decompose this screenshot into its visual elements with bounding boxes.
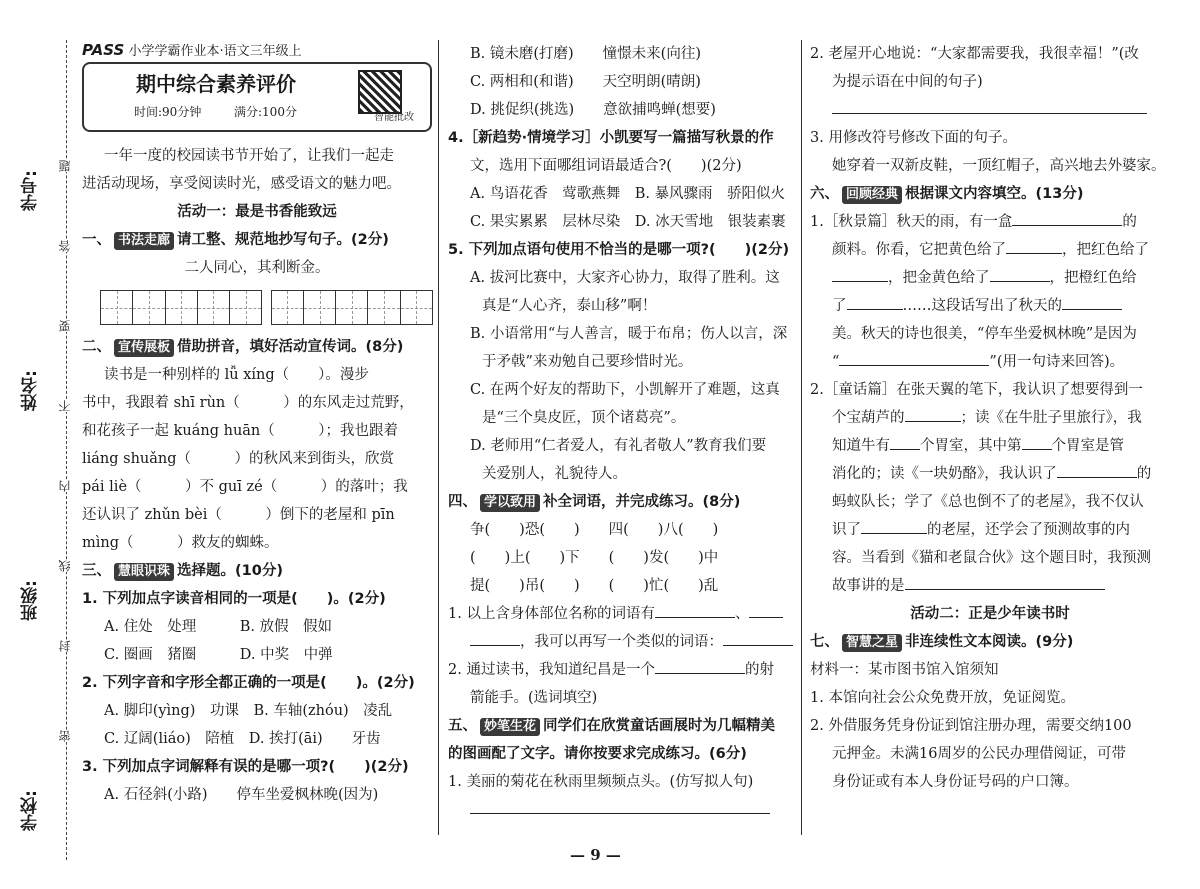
text-line <box>448 600 793 628</box>
line-text: 读书是一种别样的 lǚ xíng（ ）。漫步 <box>104 367 369 383</box>
line-text: 1. 以上含身体部位名称的词语有 <box>448 606 655 622</box>
text-line <box>448 376 793 404</box>
answer-blank[interactable] <box>990 265 1050 282</box>
text-line <box>810 180 1170 208</box>
text-line <box>810 96 1170 124</box>
answer-blank[interactable] <box>1057 461 1137 478</box>
line-text: 二人同心，其利断金。 <box>184 260 330 276</box>
answer-blank[interactable] <box>655 601 735 618</box>
line-text: D. 老师用“仁者爱人，有礼者敬人”教育我们要 <box>470 438 767 454</box>
answer-blank[interactable] <box>890 433 920 450</box>
text-line <box>810 656 1170 684</box>
text-line <box>810 376 1170 404</box>
line-text: ”(用一句诗来回答)。 <box>989 354 1125 370</box>
text-line <box>810 404 1170 432</box>
line-text: 是“三个臭皮匠，顶个诸葛亮”。 <box>482 410 686 426</box>
answer-blank[interactable] <box>749 601 783 618</box>
line-text: 关爱别人，礼貌待人。 <box>482 466 627 482</box>
line-text: 一年一度的校园读书节开始了，让我们一起走 <box>104 148 394 164</box>
answer-blank[interactable] <box>861 517 927 534</box>
line-text: 非连续性文本阅读。(9分) <box>905 634 1074 650</box>
text-line <box>810 712 1170 740</box>
text-line <box>810 292 1170 320</box>
line-text: 个宝葫芦的 <box>832 410 905 426</box>
line-text: 识了 <box>832 522 861 538</box>
line-text: 五、 <box>448 718 477 734</box>
text-line <box>810 544 1170 572</box>
line-text: “ <box>832 354 840 370</box>
line-text: 1. 本馆向社会公众免费开放，免证阅览。 <box>810 690 1075 706</box>
line-text: 的 <box>1136 466 1152 482</box>
line-text: 二、 <box>82 339 111 355</box>
line-text: A. 住处 处理 B. 放假 假如 <box>104 619 333 635</box>
answer-blank[interactable] <box>470 797 770 814</box>
line-text: 蚂蚁队长；学了《总也倒不了的老屋》，我不仅认 <box>832 494 1144 510</box>
cut-word: 封 <box>58 640 72 652</box>
line-text: 的射 <box>744 662 774 678</box>
text-line <box>448 124 793 152</box>
text-line <box>448 488 793 516</box>
text-line <box>82 389 432 417</box>
line-text: 箭能手。(选词填空) <box>470 690 598 706</box>
section-tag: 智慧之星 <box>842 634 902 652</box>
line-text: 补全词语，并完成练习。(8分) <box>543 494 741 510</box>
text-line <box>448 628 793 656</box>
text-line <box>448 40 793 68</box>
text-line <box>82 473 432 501</box>
line-text: B. 镜未磨(打磨) 憧憬未来(向往) <box>470 46 702 62</box>
section-tag: 回顾经典 <box>842 186 902 204</box>
section-tag: 学以致用 <box>480 494 540 512</box>
text-line <box>448 208 793 236</box>
line-text: 1. 美丽的菊花在秋雨里频频点头。(仿写拟人句) <box>448 774 754 790</box>
cut-word: 密 <box>58 730 72 742</box>
text-line <box>82 613 432 641</box>
line-text: A. 脚印(yìng) 功课 B. 车轴(zhóu) 凌乱 <box>104 703 393 719</box>
section-tag: 宣传展板 <box>114 339 174 357</box>
text-line <box>448 768 793 796</box>
exam-time: 时间:90分钟 <box>134 105 202 119</box>
cut-word: 内 <box>58 480 72 492</box>
line-text: pái liè（ ）不 guī zé（ ）的落叶；我 <box>82 479 408 495</box>
line-text: 一、 <box>82 232 111 248</box>
line-text: 的老屋，还学会了预测故事的内 <box>927 522 1130 538</box>
grid-cell[interactable] <box>229 290 262 325</box>
line-text: 2. 下列字音和字形全都正确的一项是( )。(2分) <box>82 675 415 691</box>
text-line <box>448 96 793 124</box>
answer-blank[interactable] <box>1022 433 1052 450</box>
line-text: 故事讲的是 <box>832 578 905 594</box>
line-text: 美。秋天的诗也很美，“停车坐爱枫林晚”是因为 <box>832 326 1137 342</box>
text-line <box>82 445 432 473</box>
line-text: 借助拼音，填好活动宣传词。(8分) <box>177 339 404 355</box>
line-text: ( )上( )下 ( )发( )中 <box>470 550 719 566</box>
line-text: ，把金黄色给了 <box>888 270 990 286</box>
line-text: 个胃室，其中第 <box>920 438 1022 454</box>
grid-cell[interactable] <box>100 290 133 325</box>
text-line <box>448 796 793 824</box>
line-text: ……这段话写出了秋天的 <box>902 298 1062 314</box>
column-divider <box>801 40 802 835</box>
grid-cell[interactable] <box>132 290 165 325</box>
qr-code-icon[interactable] <box>358 70 402 114</box>
line-text: 书中，我跟着 shī rùn（ ）的东风走过荒野， <box>82 395 414 411</box>
text-line <box>448 544 793 572</box>
section-tag: 书法走廊 <box>114 232 174 250</box>
qr-caption: 智能批改 <box>374 112 414 123</box>
text-line <box>82 529 432 557</box>
line-text: A. 鸟语花香 莺歌燕舞 B. 暴风骤雨 骄阳似火 <box>470 186 786 202</box>
text-line <box>810 68 1170 96</box>
text-line <box>82 501 432 529</box>
text-line <box>810 628 1170 656</box>
column-divider <box>438 40 439 835</box>
answer-blank[interactable] <box>839 349 989 366</box>
line-text: 消化的；读《一块奶酪》，我认识了 <box>832 466 1057 482</box>
text-line <box>810 348 1170 376</box>
line-text: C. 辽阔(liáo) 陪植 D. 挨打(āi) 牙齿 <box>104 731 381 747</box>
series-title: 小学学霸作业本·语文三年级上 <box>128 44 302 59</box>
text-line <box>82 361 432 389</box>
cut-word: 答 <box>58 240 72 252</box>
grid-cell[interactable] <box>400 290 433 325</box>
text-line <box>810 264 1170 292</box>
text-line <box>810 516 1170 544</box>
line-text: 同学们在欣赏童话画展时为几幅精美 <box>543 718 776 734</box>
answer-blank[interactable] <box>847 293 903 310</box>
text-line <box>448 460 793 488</box>
answer-blank[interactable] <box>905 405 961 422</box>
text-line <box>810 572 1170 600</box>
cut-word: 线 <box>58 560 72 572</box>
line-text: 争( )恐( ) 四( )八( ) <box>470 522 719 538</box>
line-text: 、 <box>734 606 750 622</box>
line-text: 她穿着一双新皮鞋，一顶红帽子，高兴地去外婆家。 <box>832 158 1166 174</box>
line-text: C. 圈画 猪圈 D. 中奖 中弹 <box>104 647 333 663</box>
text-line <box>810 768 1170 796</box>
line-text: 颜料。你看，它把黄色给了 <box>832 242 1006 258</box>
cut-word: 要 <box>58 320 72 332</box>
text-line <box>82 781 432 809</box>
line-text: 2.［童话篇］在张天翼的笔下，我认识了想要得到一 <box>810 382 1143 398</box>
line-text: 元押金。未满16周岁的公民办理借阅证，可带 <box>832 746 1126 762</box>
line-text: 4.［新趋势·情境学习］小凯要写一篇描写秋景的作 <box>448 130 774 146</box>
text-line <box>810 460 1170 488</box>
text-line <box>82 254 432 282</box>
text-line <box>82 198 432 226</box>
grid-cell[interactable] <box>197 290 230 325</box>
text-line <box>448 432 793 460</box>
line-text: 七、 <box>810 634 839 650</box>
text-line <box>82 669 432 697</box>
text-line <box>448 348 793 376</box>
line-text: 3. 下列加点字词解释有误的是哪一项?( )(2分) <box>82 759 409 775</box>
line-text: 身份证或有本人身份证号码的户口簿。 <box>832 774 1079 790</box>
name-label: 姓名: <box>21 370 41 411</box>
line-text: 为提示语在中间的句子) <box>832 74 983 90</box>
line-text: 2. 外借服务凭身份证到馆注册办理，需要交纳100 <box>810 718 1132 734</box>
text-line <box>810 320 1170 348</box>
text-line <box>448 180 793 208</box>
line-text: 活动二：正是少年读书时 <box>910 606 1070 622</box>
text-line <box>82 170 432 198</box>
text-line <box>810 740 1170 768</box>
line-text: 四、 <box>448 494 477 510</box>
line-text: 1. 下列加点字读音相同的一项是( )。(2分) <box>82 591 386 607</box>
line-text: 提( )吊( ) ( )忙( )乱 <box>470 578 719 594</box>
text-line <box>448 236 793 264</box>
line-text: 的图画配了文字。请你按要求完成练习。(6分) <box>448 746 747 762</box>
text-line <box>448 404 793 432</box>
text-line <box>448 152 793 180</box>
line-text: A. 石径斜(小路) 停车坐爱枫林晚(因为) <box>104 787 379 803</box>
text-line <box>82 753 432 781</box>
text-line <box>810 152 1170 180</box>
line-text: 文，选用下面哪组词语最适合?( )(2分) <box>470 158 742 174</box>
exam-score: 满分:100分 <box>234 105 297 119</box>
answer-blank[interactable] <box>832 265 888 282</box>
text-line <box>448 264 793 292</box>
text-line <box>82 641 432 669</box>
binding-margin <box>18 40 72 860</box>
text-line <box>82 417 432 445</box>
text-line <box>448 320 793 348</box>
line-text: 选择题。(10分) <box>177 563 283 579</box>
cut-word: 不 <box>58 400 72 412</box>
text-line <box>82 697 432 725</box>
column-a <box>82 56 432 809</box>
line-text: liáng shuǎng（ ）的秋风来到街头，欣赏 <box>82 451 395 467</box>
line-text: 3. 用修改符号修改下面的句子。 <box>810 130 1017 146</box>
line-text: C. 果实累累 层林尽染 D. 冰天雪地 银装素裹 <box>470 214 786 230</box>
line-text: 活动一：最是书香能致远 <box>177 204 337 220</box>
line-text: 真是“人心齐，泰山移”啊！ <box>482 298 657 314</box>
line-text: 请工整、规范地抄写句子。(2分) <box>177 232 389 248</box>
line-text: 根据课文内容填空。(13分) <box>905 186 1084 202</box>
grid-cell[interactable] <box>271 290 304 325</box>
column-b <box>448 40 793 824</box>
line-text: 材料一：某市图书馆入馆须知 <box>810 662 999 678</box>
text-line <box>448 712 793 740</box>
text-line <box>810 600 1170 628</box>
line-text: 容。当看到《猫和老鼠合伙》这个题目时，我预测 <box>832 550 1151 566</box>
school-label: 学校: <box>21 790 41 831</box>
grid-cell[interactable] <box>335 290 368 325</box>
text-line <box>448 292 793 320</box>
text-line <box>82 333 432 361</box>
column-c <box>810 40 1170 796</box>
line-text: 2. 通过读书，我知道纪昌是一个 <box>448 662 655 678</box>
answer-blank[interactable] <box>470 629 520 646</box>
text-line <box>810 40 1170 68</box>
line-text: 2. 老屋开心地说：“大家都需要我，我很幸福！”(改 <box>810 46 1139 62</box>
line-text: 三、 <box>82 563 111 579</box>
line-text: ；读《在牛肚子里旅行》，我 <box>960 410 1142 426</box>
text-line <box>448 68 793 96</box>
line-text: A. 拔河比赛中，大家齐心协力，取得了胜利。这 <box>470 270 780 286</box>
line-text: C. 在两个好友的帮助下，小凯解开了难题，这真 <box>470 382 780 398</box>
line-text: 还认识了 zhǔn bèi（ ）倒下的老屋和 pīn <box>82 507 395 523</box>
exam-title: 期中综合素养评价 <box>136 72 296 96</box>
line-text: 1.［秋景篇］秋天的雨，有一盒 <box>810 214 1013 230</box>
writing-grid[interactable] <box>100 290 432 325</box>
line-text: 进活动现场，享受阅读时光，感受语文的魅力吧。 <box>82 176 401 192</box>
page-number: — 9 — <box>570 846 621 864</box>
text-line <box>810 208 1170 236</box>
answer-blank[interactable] <box>723 629 793 646</box>
line-text: 知道牛有 <box>832 438 890 454</box>
line-text: C. 两相和(和谐) 天空明朗(晴朗) <box>470 74 701 90</box>
text-line <box>810 236 1170 264</box>
answer-blank[interactable] <box>1062 293 1122 310</box>
text-line <box>810 124 1170 152</box>
answer-blank[interactable] <box>1012 209 1122 226</box>
student-id-label: 学号: <box>21 170 41 211</box>
text-line <box>448 684 793 712</box>
line-text: 的 <box>1122 214 1137 230</box>
line-text: ，把红色给了 <box>1062 242 1149 258</box>
text-line <box>810 684 1170 712</box>
line-text: B. 小语常用“与人善言，暖于布帛；伤人以言，深 <box>470 326 788 342</box>
text-line <box>810 488 1170 516</box>
answer-blank[interactable] <box>655 657 745 674</box>
line-text: 六、 <box>810 186 839 202</box>
answer-blank[interactable] <box>832 97 1147 114</box>
grid-cell[interactable] <box>165 290 198 325</box>
text-line <box>82 725 432 753</box>
text-line <box>82 585 432 613</box>
text-line <box>82 142 432 170</box>
brand-logo: PASS <box>82 41 125 59</box>
text-line <box>448 516 793 544</box>
text-line <box>82 557 432 585</box>
line-text: 和花孩子一起 kuáng huān（ ）；我也跟着 <box>82 423 399 439</box>
text-line <box>448 656 793 684</box>
line-text: ，我可以再写一个类似的词语： <box>520 634 723 650</box>
cut-word: 题 <box>58 160 72 172</box>
class-label: 班级: <box>21 580 41 621</box>
line-text: ，把橙红色给 <box>1049 270 1137 286</box>
line-text: 了 <box>832 298 847 314</box>
text-line <box>448 572 793 600</box>
text-line <box>82 226 432 254</box>
section-tag: 妙笔生花 <box>480 718 540 736</box>
line-text: 于矛戟”来劝勉自己要珍惜时光。 <box>482 354 693 370</box>
line-text: mìng（ ）救友的蜘蛛。 <box>82 535 279 551</box>
text-line <box>810 432 1170 460</box>
grid-cell[interactable] <box>367 290 400 325</box>
grid-cell[interactable] <box>303 290 336 325</box>
section-tag: 慧眼识珠 <box>114 563 174 581</box>
line-text: 个胃室是管 <box>1051 438 1124 454</box>
line-text: D. 挑促织(挑选) 意欲捕鸣蝉(想要) <box>470 102 716 118</box>
answer-blank[interactable] <box>905 573 1105 590</box>
exam-header-box <box>82 62 432 132</box>
text-line <box>448 740 793 768</box>
line-text: 5. 下列加点语句使用不恰当的是哪一项?( )(2分) <box>448 242 790 258</box>
answer-blank[interactable] <box>1006 237 1062 254</box>
